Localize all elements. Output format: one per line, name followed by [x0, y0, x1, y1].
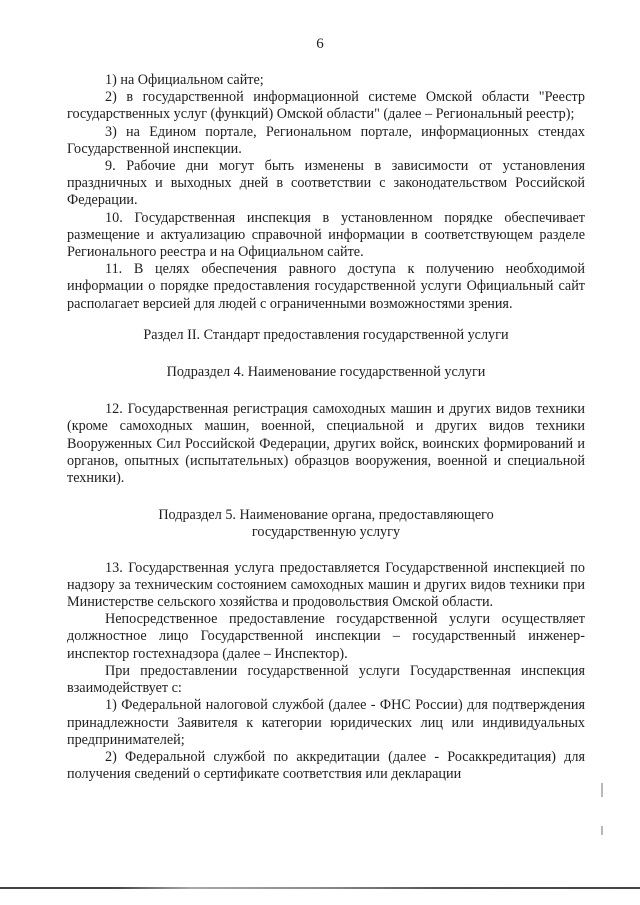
- paragraph-13-item-2: 2) Федеральной службой по аккредитации (далее - Росаккредитация) для получения сведений о сертификате соответствия или декларации: [67, 748, 585, 783]
- paragraph-11: 11. В целях обеспечения равного доступа к получению необходимой информации о порядке предоставления государственной услуги Официальный сайт располагает версией для людей с ограниченными возможностями зрения.: [67, 261, 585, 312]
- page-number: 6: [316, 36, 324, 52]
- paragraph-item-3: 3) на Едином портале, Региональном портале, информационных стендах Государственной инспекции.: [67, 123, 585, 157]
- paragraph-13-interaction: При предоставлении государственной услуги Государственная инспекция взаимодействует с:: [67, 662, 585, 697]
- section-heading: Раздел II. Стандарт предоставления государственной услуги: [143, 326, 509, 343]
- scan-speck: [601, 783, 603, 797]
- subsection-5-heading-line-2: государственную услугу: [251, 524, 401, 541]
- paragraph-10: 10. Государственная инспекция в установленном порядке обеспечивает размещение и актуализацию справочной информации в соответствующем разделе Регионального реестра и на Официальном сайте.: [67, 209, 585, 261]
- scan-speck: [601, 826, 603, 835]
- paragraph-13-performer: Непосредственное предоставление государственной услуги осуществляет должностное лицо Государственной инспекции – государственный инженер-инспектор гостехнадзора (далее – Инспектор).: [67, 611, 585, 662]
- paragraph-item-2: 2) в государственной информационной системе Омской области "Реестр государственных услуг (функций) Омской области" (далее – Региональный реестр);: [67, 89, 585, 123]
- paragraph-12: 12. Государственная регистрация самоходных машин и других видов техники (кроме самоходных машин, военной, специальной и других видов техники Вооруженных Сил Российской Федерации, других войск, воинских формирований и органов, опытных (испытательных) образцов вооружения, военной и специальной техники).: [67, 401, 585, 487]
- paragraph-13: 13. Государственная услуга предоставляется Государственной инспекцией по надзору за техническим состоянием самоходных машин и других видов техники при Министерстве сельского хозяйства и продовольствия Омской области.: [67, 559, 585, 611]
- document-body: [67, 72, 585, 783]
- subsection-5-heading-line-1: Подраздел 5. Наименование органа, предоставляющего: [158, 507, 494, 524]
- paragraph-9: 9. Рабочие дни могут быть изменены в зависимости от установления праздничных и выходных дней в соответствии с законодательством Российской Федерации.: [67, 158, 585, 209]
- subsection-4-heading: Подраздел 4. Наименование государственной услуги: [166, 364, 486, 381]
- paragraph-item-1: 1) на Официальном сайте;: [105, 72, 264, 88]
- paragraph-13-item-1: 1) Федеральной налоговой службой (далее - ФНС России) для подтверждения принадлежности Заявителя к категории юридических лиц или индивидуальных предпринимателей;: [67, 697, 585, 748]
- scan-bottom-edge: [0, 887, 640, 889]
